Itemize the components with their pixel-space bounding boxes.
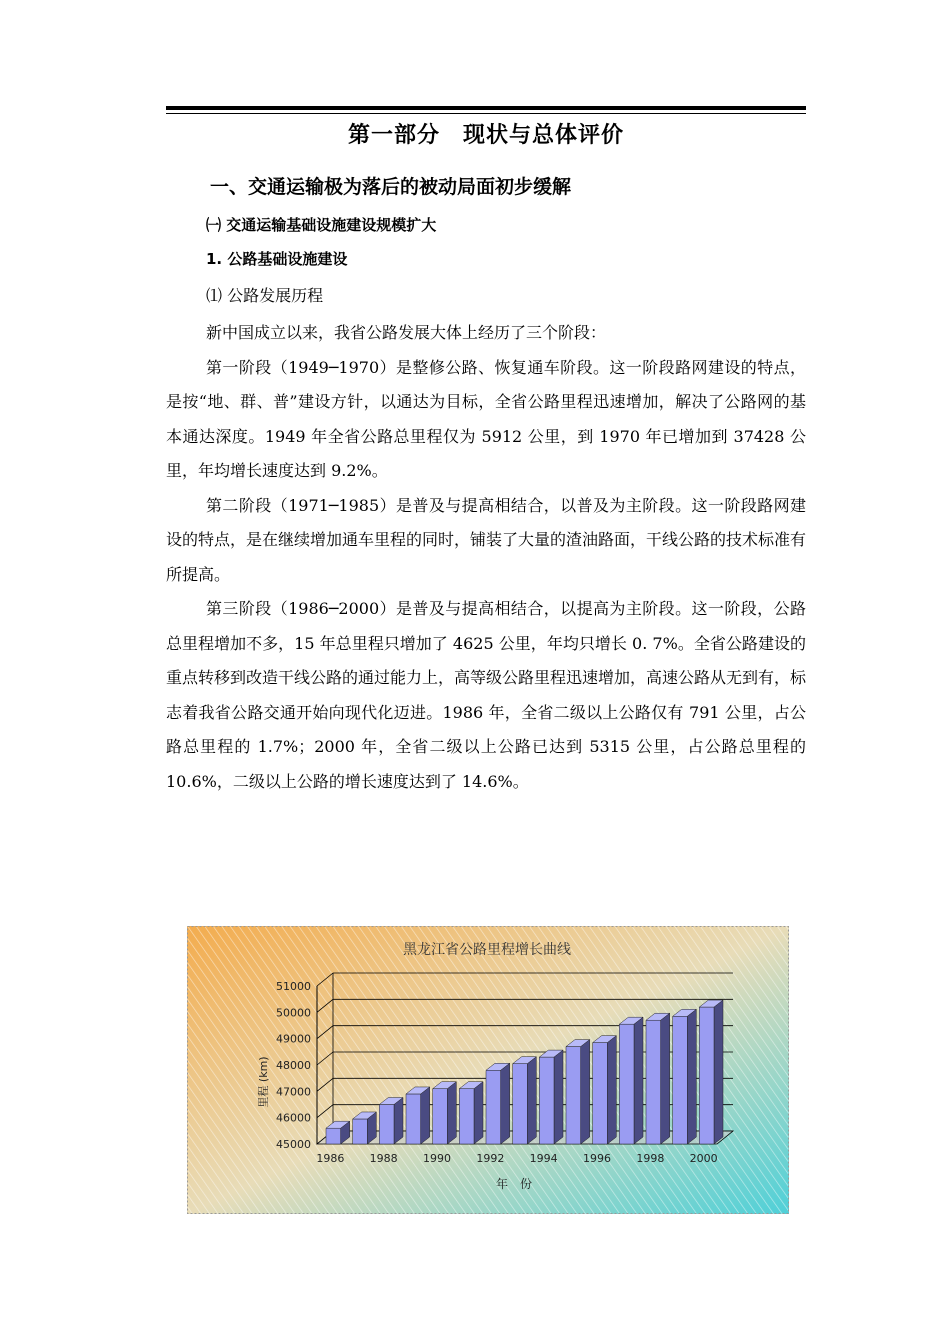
paragraph-stage-2: 第二阶段（1971─1985）是普及与提高相结合，以普及为主阶段。这一阶段路网建设的特点，是在继续增加通车里程的同时，铺装了大量的渣油路面，干线公路的技术标准有所提高。 [166,495,807,584]
bar-1994 [539,1057,554,1144]
part-title: 第一部分 现状与总体评价 [347,123,624,148]
bar-side-1992 [501,1063,510,1144]
bar-1999 [673,1016,688,1144]
bar-side-1993 [527,1057,536,1144]
subsubsection-title: 1. 公路基础设施建设 [206,250,348,268]
header-rule-thin [166,113,806,114]
bar-side-1996 [607,1036,616,1144]
x-tick-label: 1992 [476,1152,505,1165]
subsection-title: ㈠ 交通运输基础设施建设规模扩大 [206,216,437,234]
chart-x-label: 年 份 [495,1177,533,1191]
item-title: ⑴ 公路发展历程 [206,286,324,305]
bar-side-1989 [421,1087,430,1144]
section-title: 一、交通运输极为落后的被动局面初步缓解 [210,176,572,198]
x-tick-label: 2000 [689,1152,718,1165]
y-tick-label: 47000 [276,1085,311,1099]
bar-1995 [566,1047,581,1144]
bar-1991 [459,1089,474,1144]
header-rule-thick [166,106,806,110]
bar-side-1995 [581,1040,590,1144]
bar-1989 [406,1094,421,1144]
chart-y-label: 里程 (km) [257,1056,270,1108]
bar-side-1997 [634,1017,643,1144]
bar-side-1999 [687,1009,696,1144]
bar-1996 [593,1043,608,1144]
y-tick-label: 50000 [276,1006,311,1020]
bar-side-1990 [447,1082,456,1144]
x-tick-label: 1988 [369,1152,398,1165]
bar-1986 [326,1128,341,1144]
x-tick-label: 1996 [583,1152,611,1165]
bar-1992 [486,1070,501,1144]
y-tick-label: 48000 [276,1059,311,1072]
x-tick-label: 1986 [316,1152,345,1165]
mileage-chart [187,926,789,1214]
y-tick-label: 51000 [276,980,311,993]
bar-1990 [433,1089,448,1144]
bar-1997 [619,1024,634,1144]
bar-side-1994 [554,1050,563,1144]
bar-1987 [353,1119,368,1144]
x-tick-label: 1994 [529,1152,558,1165]
y-tick-label: 46000 [276,1111,311,1125]
bar-side-1998 [661,1013,670,1144]
x-tick-label: 1998 [636,1152,665,1165]
bar-1988 [379,1105,394,1145]
bar-side-1991 [474,1082,483,1144]
body-text [166,316,806,799]
bar-1993 [513,1064,528,1144]
y-tick-label: 49000 [276,1032,311,1046]
bar-2000 [699,1007,714,1144]
y-tick-label: 45000 [276,1138,311,1151]
bar-side-2000 [714,1000,723,1144]
chart-title: 黑龙江省公路里程增长曲线 [403,942,571,958]
bar-side-1988 [394,1098,403,1145]
paragraph-stage-3: 第三阶段（1986─2000）是普及与提高相结合，以提高为主阶段。这一阶段，公路总里程增加不多，15 年总里程只增加了 4625 公里，年均只增长 0. 7%。全省公路建设的重点转移到改造干线公路的通过能力上，高等级公路里程迅速增加，高速公路从无到有，标志着我省公路交通开始向现代化迈进。1986 年，全省二级以上公路仅有 791 公里，占公路总里程的 1.7%；2000 年，全省二级以上公路已达到 5315 公里，占公路总里程的 10.6%，二级以上公路的增长速度达到了 14.6%。 [166,599,807,791]
paragraph-stage-1: 第一阶段（1949─1970）是整修公路、恢复通车阶段。这一阶段路网建设的特点，是按“地、群、普”建设方针，以通达为目标，全省公路里程迅速增加，解决了公路网的基本通达深度。1949 年全省公路总里程仅为 5912 公里，到 1970 年已增加到 37428 公里，年均增长速度达到 9.2%。 [166,357,806,480]
x-tick-label: 1990 [423,1152,451,1165]
bar-1998 [646,1020,661,1144]
paragraph-intro: 新中国成立以来，我省公路发展大体上经历了三个阶段： [206,323,607,342]
